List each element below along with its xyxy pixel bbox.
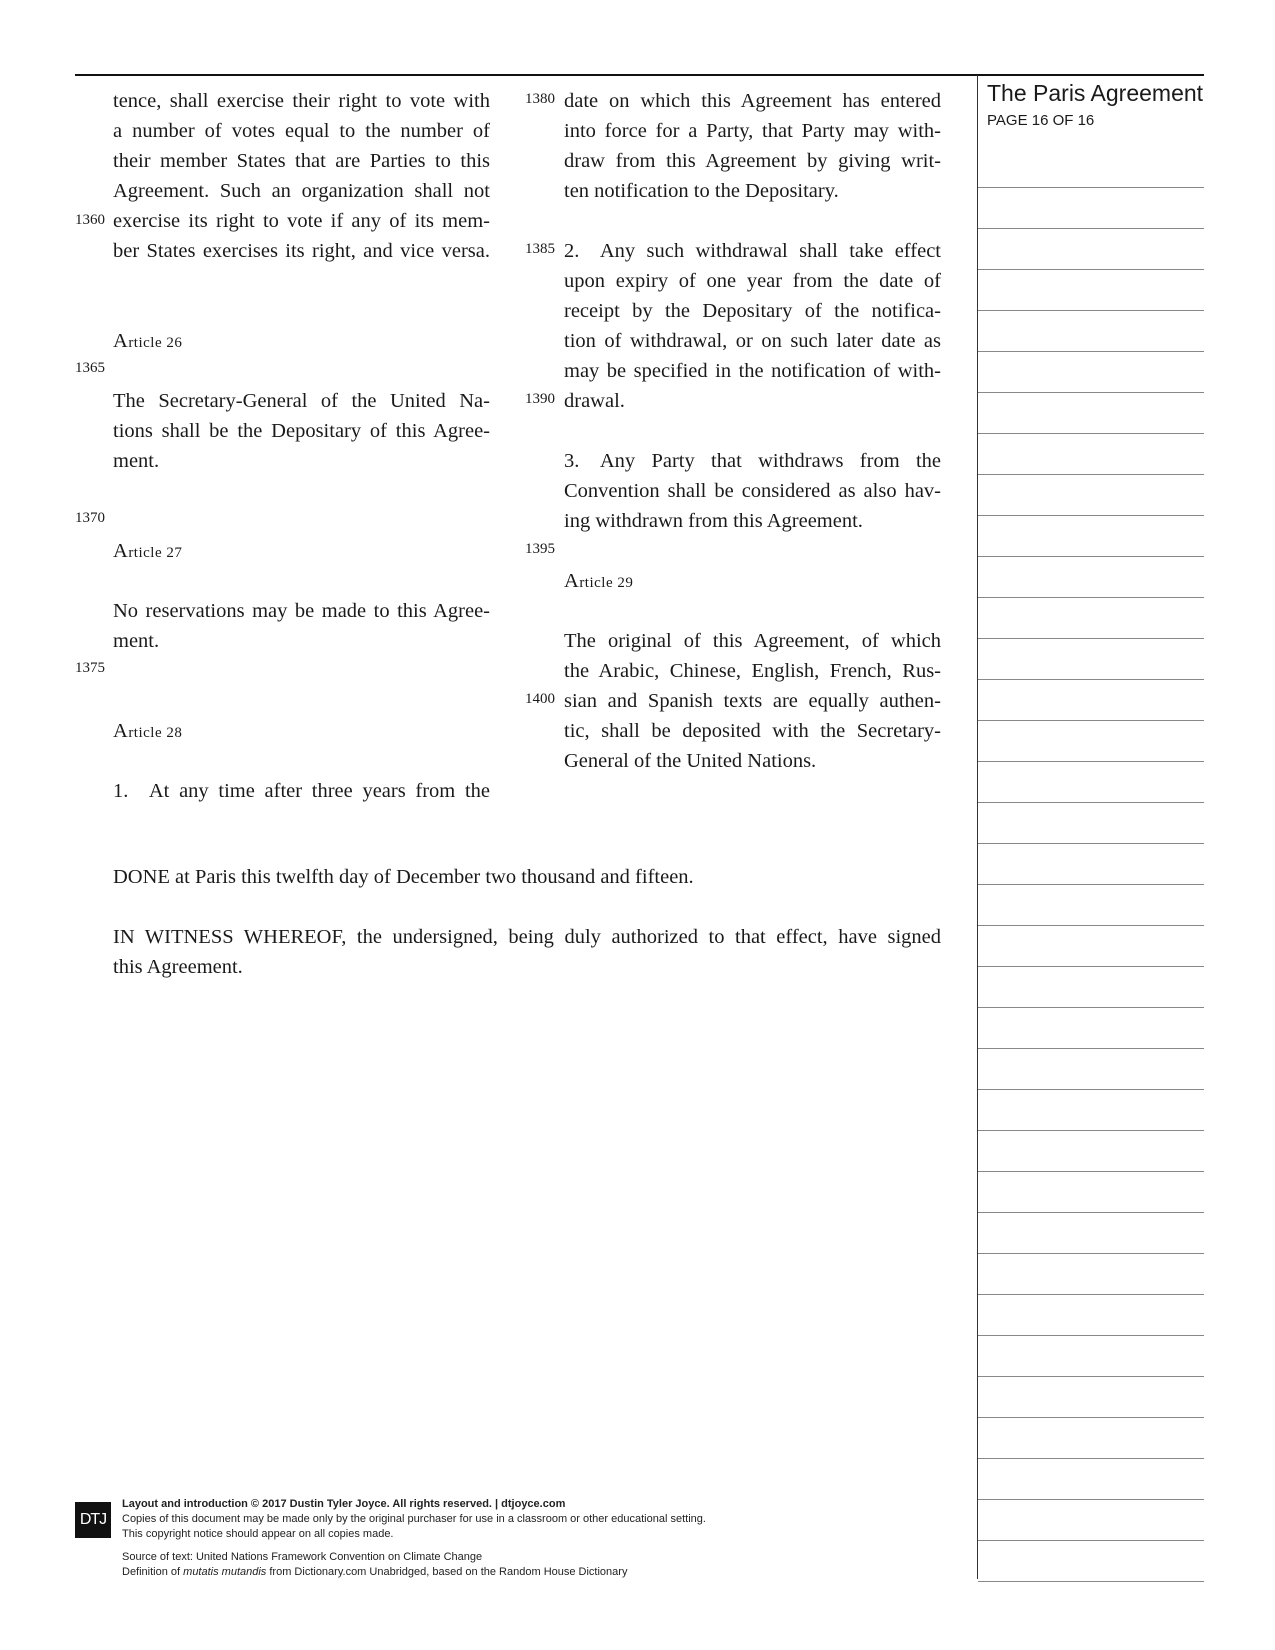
notes-line — [978, 761, 1204, 762]
text-line: ber States exercises its right, and vice versa. — [113, 240, 490, 262]
notes-line — [978, 802, 1204, 803]
text-line: tic, shall be deposited with the Secretary- — [564, 720, 941, 742]
done-statement: DONE at Paris this twelfth day of December two thousand and fifteen. — [113, 866, 694, 888]
document-title: The Paris Agreement — [987, 80, 1204, 106]
text-line: drawal. — [564, 390, 625, 412]
notes-line — [978, 1294, 1204, 1295]
notes-line — [978, 966, 1204, 967]
notes-line — [978, 1581, 1204, 1582]
text-line: Agreement. Such an organization shall not — [113, 180, 490, 202]
article-28-heading: Article 28 — [113, 720, 183, 742]
top-rule — [75, 74, 1204, 76]
notes-line — [978, 884, 1204, 885]
notes-line — [978, 1130, 1204, 1131]
text-line: may be specified in the notification of with- — [564, 360, 941, 382]
notes-line — [978, 515, 1204, 516]
line-number: 1380 — [525, 91, 555, 107]
copyright-line: Layout and introduction © 2017 Dustin Tyler Joyce. All rights reserved. | dtjoyce.com — [122, 1498, 566, 1510]
notes-line — [978, 1089, 1204, 1090]
footer-text — [122, 1497, 782, 1580]
notes-line — [978, 597, 1204, 598]
source-line: Source of text: United Nations Framework Convention on Climate Change — [122, 1551, 483, 1563]
text-line: upon expiry of one year from the date of — [564, 270, 941, 292]
text-line: into force for a Party, that Party may with- — [564, 120, 941, 142]
notes-line — [978, 638, 1204, 639]
notes-line — [978, 1335, 1204, 1336]
notes-line — [978, 392, 1204, 393]
notes-line — [978, 269, 1204, 270]
text-line: The Secretary-General of the United Na- — [113, 390, 490, 412]
text-line: 2. Any such withdrawal shall take effect — [564, 240, 941, 262]
text-line: tions shall be the Depositary of this Agree- — [113, 420, 490, 442]
text-line: ment. — [113, 450, 160, 472]
notes-line — [978, 1540, 1204, 1541]
notes-line — [978, 679, 1204, 680]
notes-line — [978, 843, 1204, 844]
notes-line — [978, 1171, 1204, 1172]
text-line: The original of this Agreement, of which — [564, 630, 941, 652]
notes-line — [978, 1253, 1204, 1254]
notes-line — [978, 310, 1204, 311]
notes-line — [978, 433, 1204, 434]
notes-line — [978, 187, 1204, 188]
text-line: sian and Spanish texts are equally authen- — [564, 690, 941, 712]
notes-line — [978, 1417, 1204, 1418]
line-number: 1395 — [525, 541, 555, 557]
notice-line: This copyright notice should appear on all copies made. — [122, 1528, 394, 1540]
notes-line — [978, 720, 1204, 721]
notes-line — [978, 925, 1204, 926]
text-line: General of the United Nations. — [564, 750, 817, 772]
notes-line — [978, 1376, 1204, 1377]
text-line: Convention shall be considered as also hav- — [564, 480, 941, 502]
line-number: 1385 — [525, 241, 555, 257]
text-line: 1. At any time after three years from the — [113, 780, 490, 802]
sidebar-divider — [977, 75, 978, 1579]
text-line: tion of withdrawal, or on such later date as — [564, 330, 941, 352]
line-number: 1400 — [525, 691, 555, 707]
article-26-heading: Article 26 — [113, 330, 183, 352]
line-number: 1375 — [75, 660, 105, 676]
text-line: the Arabic, Chinese, English, French, Rus- — [564, 660, 941, 682]
text-line: their member States that are Parties to this — [113, 150, 490, 172]
notes-line — [978, 351, 1204, 352]
notes-line — [978, 474, 1204, 475]
article-29-heading: Article 29 — [564, 570, 634, 592]
text-line: receipt by the Depositary of the notifica- — [564, 300, 941, 322]
notes-line — [978, 1048, 1204, 1049]
right-column — [564, 86, 941, 776]
text-line: a number of votes equal to the number of — [113, 120, 490, 142]
notes-line — [978, 1458, 1204, 1459]
witness-statement: IN WITNESS WHEREOF, the undersigned, being duly authorized to that effect, have signed this Agreement. — [113, 926, 941, 978]
text-line: No reservations may be made to this Agree- — [113, 600, 490, 622]
notes-line — [978, 1007, 1204, 1008]
definition-line: Definition of mutatis mutandis from Dictionary.com Unabridged, based on the Random House Dictionary — [122, 1566, 628, 1578]
line-number: 1360 — [75, 212, 105, 228]
notes-line — [978, 1212, 1204, 1213]
text-line: ment. — [113, 630, 160, 652]
text-line: ing withdrawn from this Agreement. — [564, 510, 863, 532]
dtj-logo: DTJ — [75, 1502, 111, 1538]
text-line: 3. Any Party that withdraws from the — [564, 450, 941, 472]
text-line: date on which this Agreement has entered — [564, 90, 941, 112]
notes-line — [978, 556, 1204, 557]
text-line: draw from this Agreement by giving writ- — [564, 150, 941, 172]
copies-line: Copies of this document may be made only by the original purchaser for use in a classroom or other educational setting. — [122, 1513, 706, 1525]
text-line: exercise its right to vote if any of its mem- — [113, 210, 490, 232]
text-line: ten notification to the Depositary. — [564, 180, 839, 202]
article-27-heading: Article 27 — [113, 540, 183, 562]
text-line: tence, shall exercise their right to vote with — [113, 90, 490, 112]
line-number: 1370 — [75, 510, 105, 526]
left-column — [113, 86, 490, 806]
line-number: 1365 — [75, 360, 105, 376]
notes-line — [978, 228, 1204, 229]
line-number: 1390 — [525, 391, 555, 407]
notes-line — [978, 1499, 1204, 1500]
page-indicator: PAGE 16 OF 16 — [987, 112, 1095, 129]
